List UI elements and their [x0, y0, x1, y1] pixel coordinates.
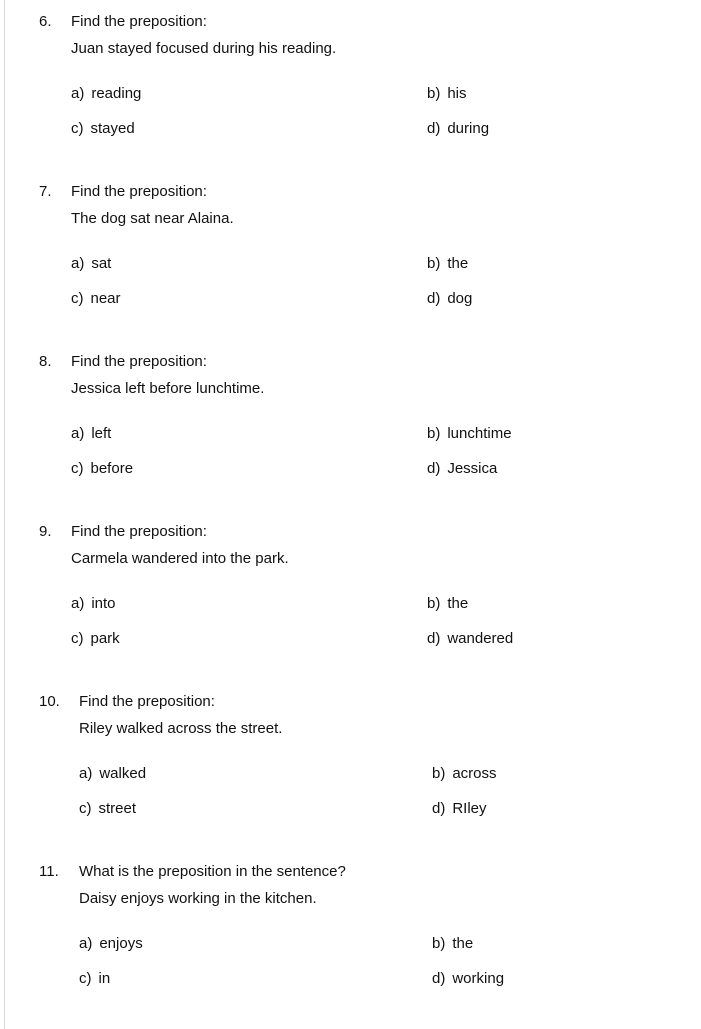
option-letter: b): [427, 595, 441, 612]
option-text: stayed: [90, 120, 135, 137]
option-letter: a): [71, 595, 85, 612]
option-b[interactable]: [427, 595, 468, 613]
option-c[interactable]: [71, 460, 133, 478]
option-letter: b): [427, 255, 441, 272]
option-b[interactable]: [427, 425, 512, 443]
option-letter: b): [432, 765, 446, 782]
option-a[interactable]: [71, 595, 116, 613]
option-letter: c): [71, 630, 84, 647]
option-a[interactable]: [71, 425, 111, 443]
option-text: dog: [447, 290, 473, 307]
option-text: sat: [91, 255, 112, 272]
option-d[interactable]: [427, 630, 513, 648]
option-b[interactable]: [427, 85, 467, 103]
option-letter: a): [71, 85, 85, 102]
option-a[interactable]: [79, 935, 143, 953]
option-c[interactable]: [71, 120, 135, 138]
question-prompt: Find the preposition:: [71, 353, 207, 370]
question-10: [0, 693, 701, 853]
option-letter: d): [427, 290, 441, 307]
option-letter: d): [427, 460, 441, 477]
option-letter: a): [79, 765, 93, 782]
question-prompt: Find the preposition:: [71, 523, 207, 540]
option-b[interactable]: [432, 935, 473, 953]
option-text: the: [452, 935, 474, 952]
question-sentence: Riley walked across the street.: [79, 720, 283, 737]
option-text: street: [98, 800, 137, 817]
option-letter: d): [427, 630, 441, 647]
option-text: reading: [91, 85, 142, 102]
option-b[interactable]: [432, 765, 497, 783]
question-number: 10.: [39, 693, 60, 710]
question-prompt: What is the preposition in the sentence?: [79, 863, 346, 880]
option-d[interactable]: [427, 120, 489, 138]
question-sentence: Juan stayed focused during his reading.: [71, 40, 337, 57]
question-9: [0, 523, 701, 683]
option-letter: a): [71, 255, 85, 272]
option-text: in: [98, 970, 111, 987]
option-letter: c): [71, 460, 84, 477]
question-sentence: Daisy enjoys working in the kitchen.: [79, 890, 317, 907]
question-number: 11.: [39, 863, 59, 880]
question-sentence: The dog sat near Alaina.: [71, 210, 234, 227]
question-prompt: Find the preposition:: [71, 13, 207, 30]
option-c[interactable]: [79, 800, 136, 818]
option-a[interactable]: [71, 85, 141, 103]
option-text: near: [90, 290, 121, 307]
question-prompt: Find the preposition:: [71, 183, 207, 200]
option-c[interactable]: [71, 630, 120, 648]
option-text: the: [447, 255, 469, 272]
option-letter: d): [432, 970, 446, 987]
option-text: Jessica: [447, 460, 498, 477]
option-text: into: [91, 595, 116, 612]
option-c[interactable]: [79, 970, 110, 988]
option-letter: d): [432, 800, 446, 817]
option-a[interactable]: [71, 255, 111, 273]
option-letter: c): [71, 120, 84, 137]
option-text: enjoys: [99, 935, 143, 952]
option-d[interactable]: [427, 290, 472, 308]
option-letter: c): [79, 970, 92, 987]
option-d[interactable]: [432, 970, 504, 988]
option-text: his: [447, 85, 467, 102]
question-prompt: Find the preposition:: [79, 693, 215, 710]
option-text: across: [452, 765, 497, 782]
option-text: wandered: [447, 630, 514, 647]
option-a[interactable]: [79, 765, 146, 783]
option-letter: b): [432, 935, 446, 952]
option-b[interactable]: [427, 255, 468, 273]
question-6: [0, 13, 701, 173]
option-d[interactable]: [432, 800, 487, 818]
question-11: [0, 863, 701, 1023]
option-text: working: [452, 970, 505, 987]
option-letter: c): [71, 290, 84, 307]
option-text: RIley: [452, 800, 487, 817]
option-text: the: [447, 595, 469, 612]
option-d[interactable]: [427, 460, 497, 478]
question-sentence: Carmela wandered into the park.: [71, 550, 289, 567]
option-letter: c): [79, 800, 92, 817]
question-8: [0, 353, 701, 513]
option-letter: b): [427, 425, 441, 442]
question-number: 7.: [39, 183, 52, 200]
option-letter: a): [71, 425, 85, 442]
option-text: before: [90, 460, 134, 477]
option-text: during: [447, 120, 490, 137]
option-text: lunchtime: [447, 425, 512, 442]
option-letter: a): [79, 935, 93, 952]
question-sentence: Jessica left before lunchtime.: [71, 380, 265, 397]
option-text: left: [91, 425, 112, 442]
option-text: park: [90, 630, 120, 647]
option-c[interactable]: [71, 290, 121, 308]
question-number: 6.: [39, 13, 52, 30]
option-letter: b): [427, 85, 441, 102]
question-number: 9.: [39, 523, 52, 540]
option-text: walked: [99, 765, 147, 782]
question-7: [0, 183, 701, 343]
question-number: 8.: [39, 353, 52, 370]
option-letter: d): [427, 120, 441, 137]
